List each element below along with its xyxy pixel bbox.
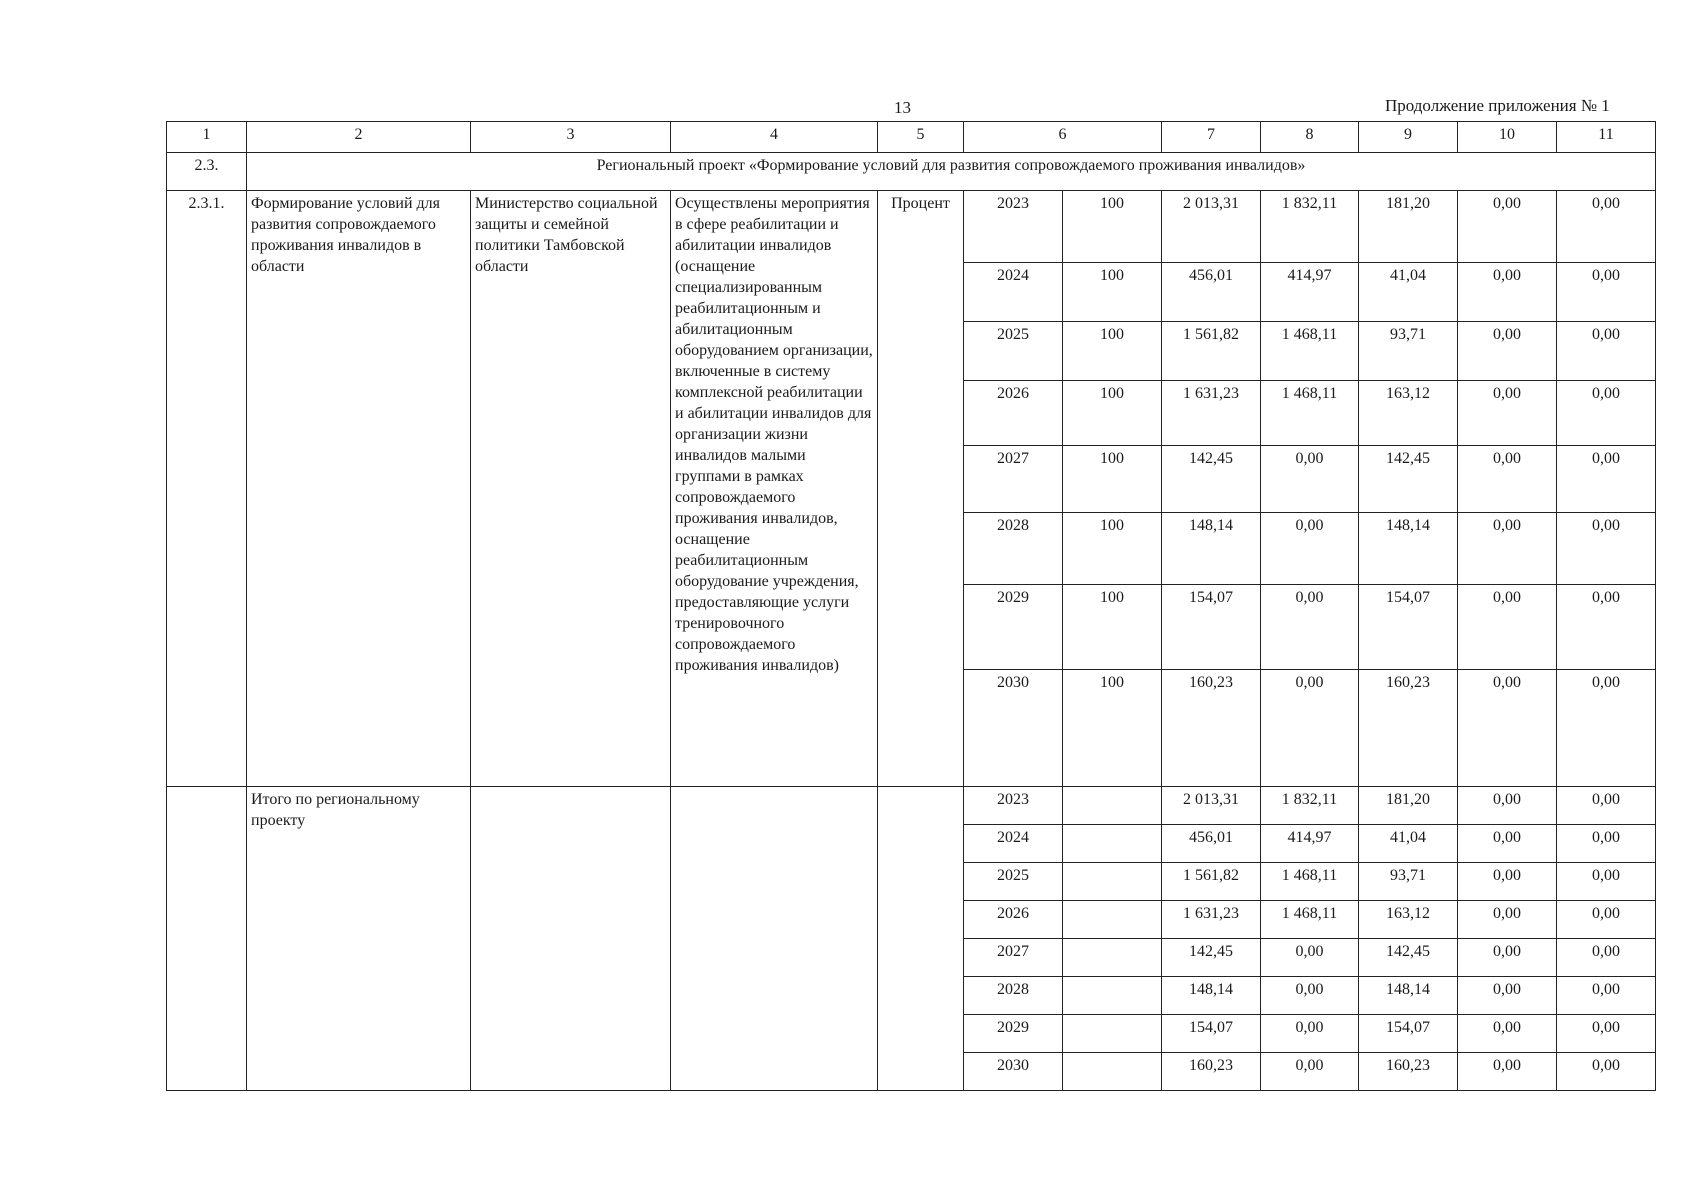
item-c8: 1 832,11 xyxy=(1261,191,1359,263)
col-header-10: 10 xyxy=(1458,122,1557,153)
total-c8: 0,00 xyxy=(1261,977,1359,1015)
total-result-cell xyxy=(671,787,878,1091)
item-c11: 0,00 xyxy=(1557,513,1656,585)
total-year: 2023 xyxy=(964,787,1063,825)
item-c8: 414,97 xyxy=(1261,263,1359,322)
item-year: 2028 xyxy=(964,513,1063,585)
item-c11: 0,00 xyxy=(1557,381,1656,446)
total-value xyxy=(1063,787,1162,825)
total-c9: 163,12 xyxy=(1359,901,1458,939)
item-year: 2030 xyxy=(964,670,1063,787)
total-c9: 160,23 xyxy=(1359,1053,1458,1091)
appendix-table xyxy=(166,121,1656,1091)
total-value xyxy=(1063,977,1162,1015)
total-c11: 0,00 xyxy=(1557,1015,1656,1053)
item-c9: 163,12 xyxy=(1359,381,1458,446)
total-c7: 1 561,82 xyxy=(1162,863,1261,901)
item-c10: 0,00 xyxy=(1458,670,1557,787)
item-year: 2026 xyxy=(964,381,1063,446)
total-c11: 0,00 xyxy=(1557,863,1656,901)
total-value xyxy=(1063,1015,1162,1053)
total-c10: 0,00 xyxy=(1458,1053,1557,1091)
total-year: 2027 xyxy=(964,939,1063,977)
total-c9: 148,14 xyxy=(1359,977,1458,1015)
total-c11: 0,00 xyxy=(1557,901,1656,939)
item-value: 100 xyxy=(1063,263,1162,322)
section-title: Региональный проект «Формирование условий для развития сопровождаемого проживания инвалидов» xyxy=(247,153,1656,191)
item-c7: 456,01 xyxy=(1162,263,1261,322)
total-label: Итого по региональному проекту xyxy=(247,787,471,1091)
total-value xyxy=(1063,901,1162,939)
item-c9: 93,71 xyxy=(1359,322,1458,381)
total-value xyxy=(1063,1053,1162,1091)
total-c10: 0,00 xyxy=(1458,1015,1557,1053)
col-header-3: 3 xyxy=(471,122,671,153)
col-header-6: 6 xyxy=(964,122,1162,153)
item-number: 2.3.1. xyxy=(167,191,247,787)
item-c8: 1 468,11 xyxy=(1261,322,1359,381)
total-year: 2029 xyxy=(964,1015,1063,1053)
total-c9: 41,04 xyxy=(1359,825,1458,863)
total-c7: 2 013,31 xyxy=(1162,787,1261,825)
total-number-cell xyxy=(167,787,247,1091)
item-c11: 0,00 xyxy=(1557,191,1656,263)
total-year: 2026 xyxy=(964,901,1063,939)
col-header-9: 9 xyxy=(1359,122,1458,153)
total-value xyxy=(1063,939,1162,977)
item-year: 2025 xyxy=(964,322,1063,381)
total-c10: 0,00 xyxy=(1458,901,1557,939)
total-unit-cell xyxy=(878,787,964,1091)
page-number: 13 xyxy=(894,98,911,117)
item-value: 100 xyxy=(1063,322,1162,381)
total-c8: 1 468,11 xyxy=(1261,901,1359,939)
item-c11: 0,00 xyxy=(1557,670,1656,787)
total-c9: 181,20 xyxy=(1359,787,1458,825)
col-header-1: 1 xyxy=(167,122,247,153)
col-header-4: 4 xyxy=(671,122,878,153)
total-year: 2028 xyxy=(964,977,1063,1015)
item-executor: Министерство социальной защиты и семейной политики Тамбовской области xyxy=(471,191,671,787)
item-c7: 1 561,82 xyxy=(1162,322,1261,381)
item-c8: 0,00 xyxy=(1261,670,1359,787)
item-c8: 0,00 xyxy=(1261,585,1359,670)
item-value: 100 xyxy=(1063,191,1162,263)
section-number: 2.3. xyxy=(167,153,247,191)
item-c10: 0,00 xyxy=(1458,446,1557,513)
item-row xyxy=(167,191,1656,263)
total-c10: 0,00 xyxy=(1458,977,1557,1015)
col-header-8: 8 xyxy=(1261,122,1359,153)
total-c7: 160,23 xyxy=(1162,1053,1261,1091)
item-c7: 160,23 xyxy=(1162,670,1261,787)
total-c10: 0,00 xyxy=(1458,825,1557,863)
total-c11: 0,00 xyxy=(1557,939,1656,977)
total-c7: 142,45 xyxy=(1162,939,1261,977)
total-c9: 142,45 xyxy=(1359,939,1458,977)
total-c8: 0,00 xyxy=(1261,1053,1359,1091)
total-c7: 154,07 xyxy=(1162,1015,1261,1053)
item-year: 2023 xyxy=(964,191,1063,263)
item-year: 2027 xyxy=(964,446,1063,513)
item-c9: 154,07 xyxy=(1359,585,1458,670)
item-c11: 0,00 xyxy=(1557,322,1656,381)
total-c10: 0,00 xyxy=(1458,787,1557,825)
item-year: 2029 xyxy=(964,585,1063,670)
total-c9: 154,07 xyxy=(1359,1015,1458,1053)
item-c8: 1 468,11 xyxy=(1261,381,1359,446)
total-c8: 1 832,11 xyxy=(1261,787,1359,825)
item-c10: 0,00 xyxy=(1458,263,1557,322)
total-c8: 0,00 xyxy=(1261,939,1359,977)
item-c9: 160,23 xyxy=(1359,670,1458,787)
item-c9: 142,45 xyxy=(1359,446,1458,513)
total-c7: 456,01 xyxy=(1162,825,1261,863)
column-number-row xyxy=(167,122,1656,153)
item-c10: 0,00 xyxy=(1458,513,1557,585)
item-c8: 0,00 xyxy=(1261,446,1359,513)
total-year: 2024 xyxy=(964,825,1063,863)
total-year: 2025 xyxy=(964,863,1063,901)
col-header-7: 7 xyxy=(1162,122,1261,153)
total-c11: 0,00 xyxy=(1557,977,1656,1015)
total-value xyxy=(1063,825,1162,863)
item-c10: 0,00 xyxy=(1458,322,1557,381)
item-value: 100 xyxy=(1063,381,1162,446)
item-c7: 1 631,23 xyxy=(1162,381,1261,446)
item-value: 100 xyxy=(1063,513,1162,585)
col-header-5: 5 xyxy=(878,122,964,153)
item-c7: 154,07 xyxy=(1162,585,1261,670)
item-c9: 41,04 xyxy=(1359,263,1458,322)
item-result: Осуществлены мероприятия в сфере реабилитации и абилитации инвалидов (оснащение специализированным реабилитационным и абилитационным оборудованием организации, включенные в систему комплексной реабилитации и абилитации инвалидов для организации жизни инвалидов малыми группами в рамках сопровождаемого проживания инвалидов, оснащение реабилитационным оборудование учреждения, предоставляющие услуги тренировочного сопровождаемого проживания инвалидов) xyxy=(671,191,878,787)
item-c11: 0,00 xyxy=(1557,263,1656,322)
total-row xyxy=(167,787,1656,825)
col-header-11: 11 xyxy=(1557,122,1656,153)
total-c11: 0,00 xyxy=(1557,1053,1656,1091)
total-c7: 1 631,23 xyxy=(1162,901,1261,939)
item-value: 100 xyxy=(1063,585,1162,670)
col-header-2: 2 xyxy=(247,122,471,153)
total-c8: 0,00 xyxy=(1261,1015,1359,1053)
item-c9: 181,20 xyxy=(1359,191,1458,263)
item-c11: 0,00 xyxy=(1557,585,1656,670)
total-executor-cell xyxy=(471,787,671,1091)
item-unit: Процент xyxy=(878,191,964,787)
item-year: 2024 xyxy=(964,263,1063,322)
section-row xyxy=(167,153,1656,191)
total-c10: 0,00 xyxy=(1458,863,1557,901)
item-c10: 0,00 xyxy=(1458,191,1557,263)
item-c7: 2 013,31 xyxy=(1162,191,1261,263)
item-c9: 148,14 xyxy=(1359,513,1458,585)
total-c9: 93,71 xyxy=(1359,863,1458,901)
total-value xyxy=(1063,863,1162,901)
total-year: 2030 xyxy=(964,1053,1063,1091)
continuation-label: Продолжение приложения № 1 xyxy=(1385,96,1610,115)
item-c11: 0,00 xyxy=(1557,446,1656,513)
item-c8: 0,00 xyxy=(1261,513,1359,585)
item-value: 100 xyxy=(1063,670,1162,787)
item-c10: 0,00 xyxy=(1458,381,1557,446)
item-c7: 148,14 xyxy=(1162,513,1261,585)
total-c11: 0,00 xyxy=(1557,787,1656,825)
total-c10: 0,00 xyxy=(1458,939,1557,977)
total-c7: 148,14 xyxy=(1162,977,1261,1015)
total-c11: 0,00 xyxy=(1557,825,1656,863)
item-name: Формирование условий для развития сопровождаемого проживания инвалидов в области xyxy=(247,191,471,787)
item-c10: 0,00 xyxy=(1458,585,1557,670)
item-c7: 142,45 xyxy=(1162,446,1261,513)
total-c8: 414,97 xyxy=(1261,825,1359,863)
item-value: 100 xyxy=(1063,446,1162,513)
total-c8: 1 468,11 xyxy=(1261,863,1359,901)
